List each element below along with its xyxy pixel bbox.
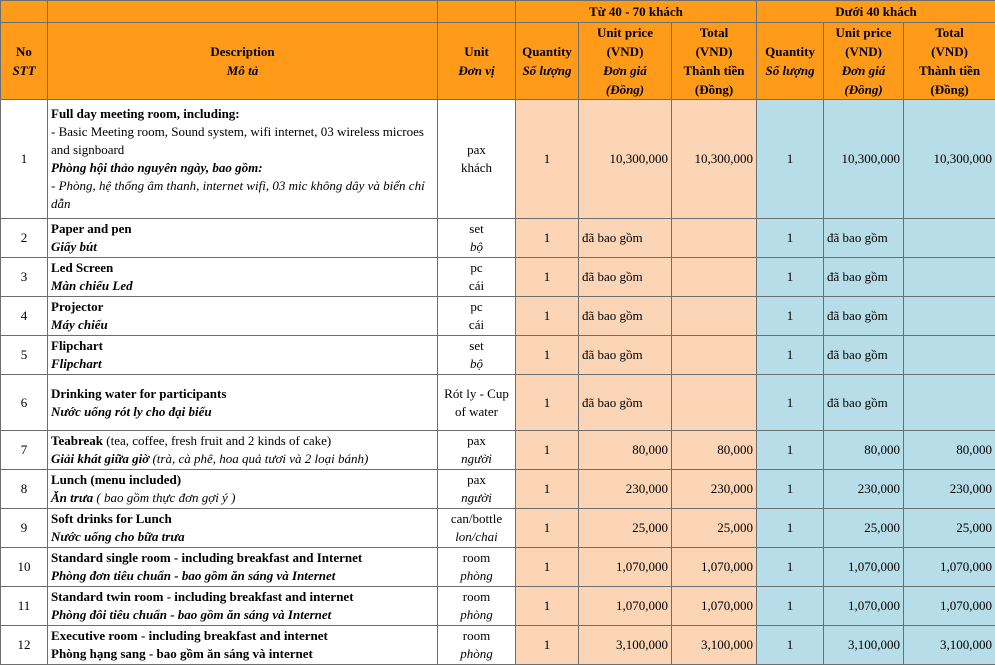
price-b: đã bao gồm <box>824 219 904 258</box>
unit-vi: người <box>441 450 512 468</box>
price-a: đã bao gồm <box>579 258 672 297</box>
price-a: đã bao gồm <box>579 219 672 258</box>
price-b: 1,070,000 <box>824 587 904 626</box>
price-a: 1,070,000 <box>579 548 672 587</box>
qty-b: 1 <box>757 297 824 336</box>
row-unit <box>438 509 516 548</box>
desc-vi: Phòng hạng sang - bao gồm ăn sáng và internet <box>51 645 434 663</box>
header-no-vi: STT <box>12 63 35 78</box>
row-number: 7 <box>1 431 48 470</box>
group-b-header <box>757 1 995 23</box>
header-total-vi: Thành tiền <box>683 63 744 78</box>
header-unit-price-b <box>824 23 904 100</box>
unit-vi: cái <box>441 316 512 334</box>
total-a: 230,000 <box>672 470 757 509</box>
price-a: 1,070,000 <box>579 587 672 626</box>
row-number: 2 <box>1 219 48 258</box>
row-unit <box>438 219 516 258</box>
qty-a: 1 <box>516 336 579 375</box>
header-quantity-b <box>757 23 824 100</box>
group-header-row <box>1 1 995 23</box>
price-b: đã bao gồm <box>824 336 904 375</box>
row-number: 10 <box>1 548 48 587</box>
qty-b: 1 <box>757 258 824 297</box>
row-unit <box>438 626 516 665</box>
total-a: 25,000 <box>672 509 757 548</box>
desc-vi: Giải khát giữa giờ <box>51 451 149 466</box>
total-a <box>672 297 757 336</box>
unit-en: room <box>441 588 512 606</box>
qty-b: 1 <box>757 548 824 587</box>
price-b: đã bao gồm <box>824 258 904 297</box>
header-qty-vi: Số lượng <box>522 63 571 78</box>
column-header-row <box>1 23 995 100</box>
header-no-en: No <box>16 44 32 59</box>
qty-b: 1 <box>757 470 824 509</box>
row-number: 1 <box>1 100 48 219</box>
unit-en: pc <box>441 259 512 277</box>
header-total-en2: (VND) <box>696 44 733 59</box>
unit-en: pax <box>441 141 512 159</box>
header-price-vi2: (Đồng) <box>844 82 882 97</box>
unit-en: room <box>441 549 512 567</box>
desc-vi-detail: (trà, cà phê, hoa quả tươi và 2 loại bánh) <box>149 451 368 466</box>
unit-en: set <box>441 337 512 355</box>
qty-a: 1 <box>516 219 579 258</box>
header-price-en2: (VND) <box>845 44 882 59</box>
table-row <box>1 626 995 665</box>
price-b: 3,100,000 <box>824 626 904 665</box>
unit-en: pc <box>441 298 512 316</box>
table-row <box>1 587 995 626</box>
header-price-vi: Đơn giá <box>842 63 885 78</box>
total-b: 1,070,000 <box>904 548 995 587</box>
desc-vi: Nước uống rót ly cho đại biểu <box>51 403 434 421</box>
total-b <box>904 219 995 258</box>
price-a: đã bao gồm <box>579 336 672 375</box>
unit-vi: cái <box>441 277 512 295</box>
desc-vi: Màn chiếu Led <box>51 277 434 295</box>
header-price-en2: (VND) <box>607 44 644 59</box>
desc-vi-detail: ( bao gồm thực đơn gợi ý ) <box>93 490 235 505</box>
row-unit <box>438 470 516 509</box>
header-total-a <box>672 23 757 100</box>
row-description <box>48 587 438 626</box>
total-a <box>672 258 757 297</box>
total-a: 1,070,000 <box>672 587 757 626</box>
row-description <box>48 431 438 470</box>
total-a <box>672 219 757 258</box>
header-price-en: Unit price <box>597 25 653 40</box>
qty-b: 1 <box>757 431 824 470</box>
desc-en: Led Screen <box>51 259 434 277</box>
price-a: 230,000 <box>579 470 672 509</box>
header-unit-price-a <box>579 23 672 100</box>
row-unit <box>438 587 516 626</box>
price-b: đã bao gồm <box>824 375 904 431</box>
header-blank-cell <box>1 1 48 23</box>
desc-en: Flipchart <box>51 337 434 355</box>
desc-vi: Phòng đơn tiêu chuẩn - bao gồm ăn sáng và Internet <box>51 567 434 585</box>
total-a: 10,300,000 <box>672 100 757 219</box>
row-number: 4 <box>1 297 48 336</box>
header-qty-en: Quantity <box>765 44 815 59</box>
desc-en-detail: - Basic Meeting room, Sound system, wifi internet, 03 wireless microes and signboard <box>51 123 434 159</box>
desc-en: Paper and pen <box>51 220 434 238</box>
total-b <box>904 297 995 336</box>
qty-a: 1 <box>516 587 579 626</box>
qty-a: 1 <box>516 470 579 509</box>
row-description <box>48 100 438 219</box>
row-description <box>48 297 438 336</box>
total-b: 80,000 <box>904 431 995 470</box>
qty-a: 1 <box>516 258 579 297</box>
header-qty-en: Quantity <box>522 44 572 59</box>
row-number: 6 <box>1 375 48 431</box>
price-b: 25,000 <box>824 509 904 548</box>
unit-en: pax <box>441 432 512 450</box>
unit-vi: phòng <box>441 645 512 663</box>
price-a: đã bao gồm <box>579 375 672 431</box>
header-desc-vi: Mô tả <box>227 63 258 78</box>
group-a-label: Từ 40 - 70 khách <box>589 4 683 19</box>
price-b: 80,000 <box>824 431 904 470</box>
header-total-vi2: (Đồng) <box>930 82 968 97</box>
header-description <box>48 23 438 100</box>
table-row <box>1 509 995 548</box>
desc-vi-detail: - Phòng, hệ thống âm thanh, internet wifi, 03 mic không dây và biển chỉ dẫn <box>51 177 434 213</box>
desc-vi: Phòng đôi tiêu chuẩn - bao gồm ăn sáng và Internet <box>51 606 434 624</box>
unit-vi: bộ <box>441 238 512 256</box>
qty-b: 1 <box>757 509 824 548</box>
qty-a: 1 <box>516 626 579 665</box>
total-b <box>904 336 995 375</box>
header-unit <box>438 23 516 100</box>
header-blank-cell <box>48 1 438 23</box>
unit-vi: khách <box>441 159 512 177</box>
desc-en: Teabreak <box>51 433 103 448</box>
unit-en: pax <box>441 471 512 489</box>
unit-en: set <box>441 220 512 238</box>
table-row <box>1 258 995 297</box>
unit-vi: lon/chai <box>441 528 512 546</box>
price-a: đã bao gồm <box>579 297 672 336</box>
row-unit <box>438 100 516 219</box>
header-total-b <box>904 23 995 100</box>
qty-b: 1 <box>757 375 824 431</box>
row-unit <box>438 375 516 431</box>
unit-vi: bộ <box>441 355 512 373</box>
desc-vi: Giấy bút <box>51 238 434 256</box>
total-b: 3,100,000 <box>904 626 995 665</box>
qty-b: 1 <box>757 219 824 258</box>
qty-a: 1 <box>516 431 579 470</box>
total-b: 1,070,000 <box>904 587 995 626</box>
row-description <box>48 336 438 375</box>
total-a: 80,000 <box>672 431 757 470</box>
qty-a: 1 <box>516 548 579 587</box>
qty-b: 1 <box>757 100 824 219</box>
row-unit <box>438 431 516 470</box>
header-blank-cell <box>438 1 516 23</box>
desc-vi: Ăn trưa <box>51 490 93 505</box>
price-b: đã bao gồm <box>824 297 904 336</box>
row-description <box>48 548 438 587</box>
total-a: 3,100,000 <box>672 626 757 665</box>
total-a <box>672 336 757 375</box>
qty-b: 1 <box>757 626 824 665</box>
table-row <box>1 297 995 336</box>
header-unit-en: Unit <box>464 44 489 59</box>
table-row <box>1 336 995 375</box>
row-unit <box>438 258 516 297</box>
table-row <box>1 431 995 470</box>
price-a: 3,100,000 <box>579 626 672 665</box>
unit-vi: người <box>441 489 512 507</box>
price-b: 230,000 <box>824 470 904 509</box>
total-a <box>672 375 757 431</box>
unit-en: Rót ly - Cup of water <box>441 385 512 421</box>
qty-a: 1 <box>516 297 579 336</box>
table-body <box>1 1 995 665</box>
desc-en: Soft drinks for Lunch <box>51 510 434 528</box>
row-number: 3 <box>1 258 48 297</box>
group-b-label: Dưới 40 khách <box>835 4 916 19</box>
desc-en: Full day meeting room, including: <box>51 105 434 123</box>
total-b <box>904 258 995 297</box>
row-number: 11 <box>1 587 48 626</box>
desc-en: Executive room - including breakfast and internet <box>51 627 434 645</box>
unit-en: can/bottle <box>441 510 512 528</box>
total-b <box>904 375 995 431</box>
desc-vi: Máy chiếu <box>51 316 434 334</box>
header-total-en: Total <box>935 25 963 40</box>
total-b: 230,000 <box>904 470 995 509</box>
price-b: 1,070,000 <box>824 548 904 587</box>
header-total-vi2: (Đồng) <box>695 82 733 97</box>
row-unit <box>438 336 516 375</box>
table-row <box>1 219 995 258</box>
price-b: 10,300,000 <box>824 100 904 219</box>
row-description <box>48 219 438 258</box>
table-row <box>1 470 995 509</box>
qty-a: 1 <box>516 375 579 431</box>
header-quantity-a <box>516 23 579 100</box>
row-description <box>48 470 438 509</box>
row-description <box>48 626 438 665</box>
row-description <box>48 375 438 431</box>
desc-en: Standard single room - including breakfast and Internet <box>51 549 434 567</box>
header-price-vi: Đơn giá <box>603 63 646 78</box>
row-number: 8 <box>1 470 48 509</box>
table-row <box>1 375 995 431</box>
desc-en: Standard twin room - including breakfast and internet <box>51 588 434 606</box>
unit-en: room <box>441 627 512 645</box>
header-price-vi2: (Đồng) <box>606 82 644 97</box>
desc-vi: Nước uống cho bữa trưa <box>51 528 434 546</box>
total-a: 1,070,000 <box>672 548 757 587</box>
price-a: 10,300,000 <box>579 100 672 219</box>
row-number: 12 <box>1 626 48 665</box>
header-total-en: Total <box>700 25 728 40</box>
group-a-header <box>516 1 757 23</box>
row-description <box>48 258 438 297</box>
unit-vi: phòng <box>441 567 512 585</box>
qty-a: 1 <box>516 509 579 548</box>
header-qty-vi: Số lượng <box>765 63 814 78</box>
header-no <box>1 23 48 100</box>
total-b: 10,300,000 <box>904 100 995 219</box>
desc-en: Projector <box>51 298 434 316</box>
row-number: 9 <box>1 509 48 548</box>
table-row <box>1 100 995 219</box>
row-unit <box>438 297 516 336</box>
row-unit <box>438 548 516 587</box>
header-desc-en: Description <box>210 44 274 59</box>
header-unit-vi: Đơn vị <box>458 63 494 78</box>
qty-b: 1 <box>757 336 824 375</box>
unit-vi: phòng <box>441 606 512 624</box>
desc-vi: Flipchart <box>51 355 434 373</box>
header-total-vi: Thành tiền <box>919 63 980 78</box>
row-number: 5 <box>1 336 48 375</box>
desc-en: Drinking water for participants <box>51 385 434 403</box>
qty-b: 1 <box>757 587 824 626</box>
total-b: 25,000 <box>904 509 995 548</box>
row-description <box>48 509 438 548</box>
price-a: 25,000 <box>579 509 672 548</box>
qty-a: 1 <box>516 100 579 219</box>
table-row <box>1 548 995 587</box>
price-a: 80,000 <box>579 431 672 470</box>
desc-en-detail: (tea, coffee, fresh fruit and 2 kinds of cake) <box>103 433 331 448</box>
desc-en: Lunch (menu included) <box>51 471 434 489</box>
header-total-en2: (VND) <box>931 44 968 59</box>
desc-vi: Phòng hội thảo nguyên ngày, bao gồm: <box>51 159 434 177</box>
header-price-en: Unit price <box>836 25 892 40</box>
